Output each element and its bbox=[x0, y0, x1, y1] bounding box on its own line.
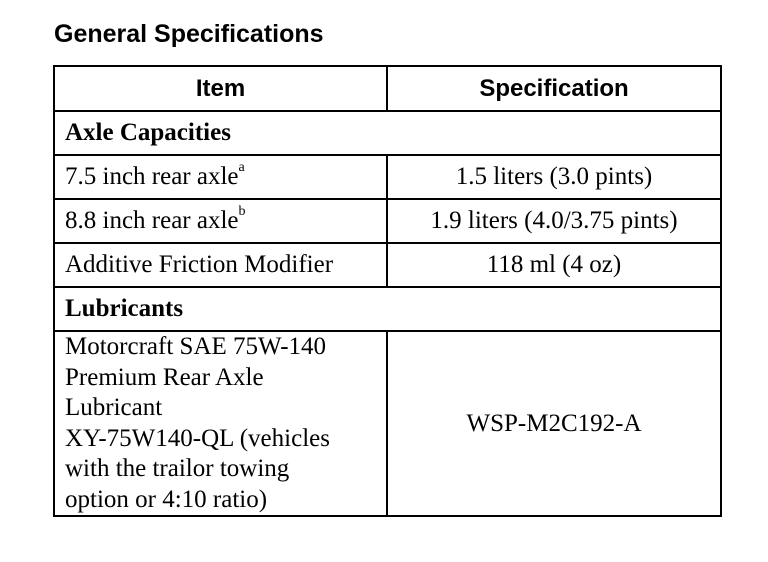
item-cell: Additive Friction Modifier bbox=[54, 243, 387, 287]
item-cell bbox=[54, 155, 387, 199]
table-row bbox=[54, 199, 721, 243]
item-line: Lubricant bbox=[65, 394, 163, 421]
footnote-marker: a bbox=[238, 160, 245, 175]
spec-cell: 1.9 liters (4.0/3.75 pints) bbox=[387, 199, 721, 243]
section-row-axle-capacities bbox=[54, 111, 721, 155]
section-row-lubricants bbox=[54, 287, 721, 331]
spec-cell: 118 ml (4 oz) bbox=[387, 243, 721, 287]
section-heading: Lubricants bbox=[54, 287, 721, 331]
item-line: with the trailor towing bbox=[65, 455, 290, 482]
table-header-row bbox=[54, 66, 721, 111]
table-row bbox=[54, 155, 721, 199]
table-row bbox=[54, 243, 721, 287]
item-text: 7.5 inch rear axle bbox=[65, 163, 239, 190]
item-line: Motorcraft SAE 75W-140 bbox=[65, 333, 327, 360]
table-row bbox=[54, 331, 721, 516]
spec-cell: 1.5 liters (3.0 pints) bbox=[387, 155, 721, 199]
column-header-specification: Specification bbox=[387, 66, 721, 111]
item-line: option or 4:10 ratio) bbox=[65, 485, 268, 513]
item-cell bbox=[54, 331, 387, 516]
column-header-item: Item bbox=[54, 66, 387, 111]
section-heading: Axle Capacities bbox=[54, 111, 721, 155]
item-text: 8.8 inch rear axle bbox=[65, 207, 239, 234]
item-line: XY-75W140-QL (vehicles bbox=[65, 424, 330, 452]
item-cell bbox=[54, 199, 387, 243]
specifications-table bbox=[53, 65, 722, 517]
spec-cell: WSP-M2C192-A bbox=[387, 331, 721, 516]
item-line: Premium Rear Axle bbox=[65, 363, 264, 391]
footnote-marker: b bbox=[238, 204, 246, 219]
page-title: General Specifications bbox=[54, 20, 324, 48]
